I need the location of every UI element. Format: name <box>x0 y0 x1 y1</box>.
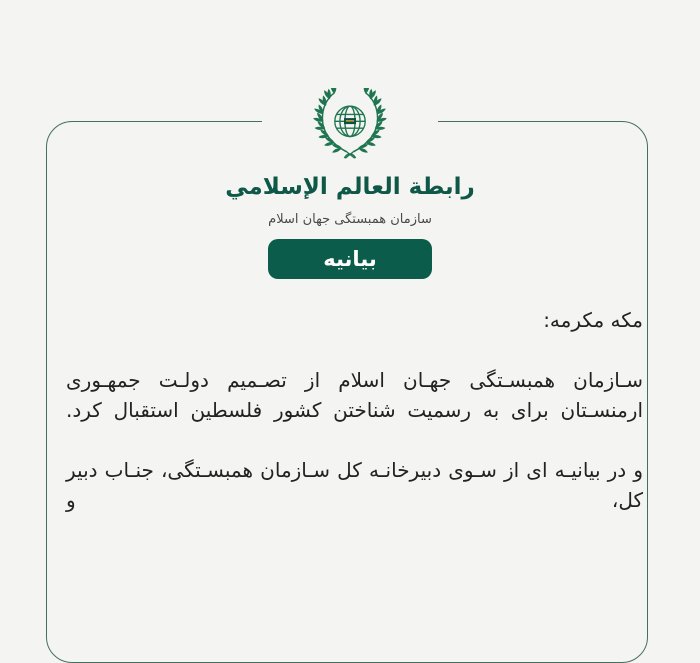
organization-header <box>225 88 475 279</box>
statement-paragraph-2: و در بیانیـه ای از سـوی دبیرخانـه کل سـازمان همبسـتگی، جنـاب دبیر کل، و <box>66 458 643 512</box>
dateline-makkah: مکه مکرمه: <box>543 308 643 332</box>
kaaba-icon <box>344 118 356 124</box>
org-name-persian: سازمان همبستگی جهان اسلام <box>268 212 432 227</box>
org-name-arabic-calligraphy: رابطة العالم الإسلامي <box>225 174 475 200</box>
statement-body <box>66 305 643 515</box>
statement-banner-label: بیانیه <box>323 246 377 271</box>
statement-paragraph-1: سـازمان همبسـتگی جهـان اسلام از تصـمیم دولـت جمهـوری ارمنسـتان برای به رسمیت شناختن کشور فلسطین استقبال کرد. <box>66 368 643 422</box>
statement-banner <box>268 239 432 279</box>
muslim-world-league-emblem-icon <box>304 88 396 162</box>
